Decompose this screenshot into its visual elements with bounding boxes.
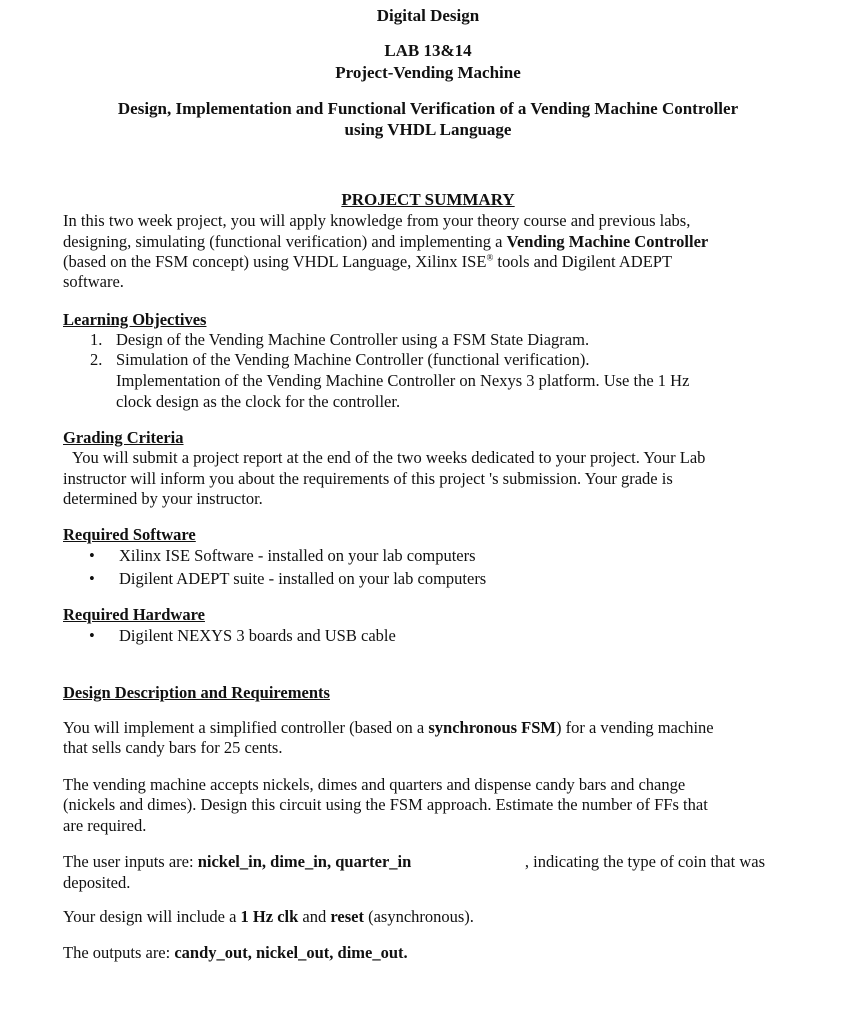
design-p3-row (63, 852, 765, 873)
design-p1-line1 (63, 718, 714, 739)
summary-line2-bold: Vending Machine Controller (506, 232, 709, 251)
design-p2-line3: are required. (63, 816, 147, 835)
design-p3-tail: , indicating the type of coin that was (524, 852, 765, 871)
bullet-icon: • (89, 626, 95, 645)
summary-line2-text: designing, simulating (functional verification) and implementing a (63, 232, 507, 251)
design-p5-bold: candy_out, nickel_out, dime_out. (174, 943, 408, 962)
design-p1-bold: synchronous FSM (428, 718, 556, 737)
design-p5-text: The outputs are: (63, 943, 175, 962)
hardware-item-1 (89, 626, 396, 647)
design-p3-line2: deposited. (63, 873, 131, 892)
design-p4-text: Your design will include a (63, 907, 241, 926)
design-p4-and: and (298, 907, 331, 926)
software-text-1: Xilinx ISE Software - installed on your lab computers (119, 546, 476, 565)
design-p3-line1 (63, 852, 765, 873)
software-item-1 (89, 546, 476, 567)
summary-line2 (63, 232, 708, 253)
summary-line3 (63, 252, 672, 273)
lab-number: LAB 13&14 (384, 41, 472, 60)
grading-line1: You will submit a project report at the end of the two weeks dedicated to your project. Your Lab (72, 448, 706, 467)
software-text-2: Digilent ADEPT suite - installed on your lab computers (119, 569, 487, 588)
objective-text-2: Simulation of the Vending Machine Controller (functional verification). (116, 350, 590, 369)
objective-text-3b: clock design as the clock for the controller. (116, 392, 401, 411)
design-p4-reset: reset (330, 907, 364, 926)
bullet-icon: • (89, 546, 95, 565)
design-p1-tail: ) for a vending machine (556, 718, 714, 737)
document-title-line2: using VHDL Language (344, 120, 512, 139)
design-p3-group (63, 852, 411, 873)
design-heading: Design Description and Requirements (63, 683, 330, 702)
objective-number-1: 1. (90, 330, 103, 349)
document-title-line1: Design, Implementation and Functional Verification of a Vending Machine Controller (117, 99, 739, 118)
objective-text-3a: Implementation of the Vending Machine Controller on Nexys 3 platform. Use the 1 Hz (116, 371, 690, 390)
summary-line3-text: (based on the FSM concept) using VHDL Language, Xilinx ISE (63, 252, 487, 271)
grading-line3: determined by your instructor. (63, 489, 263, 508)
objectives-heading: Learning Objectives (63, 310, 207, 329)
design-p1-text: You will implement a simplified controller (based on a (63, 718, 429, 737)
project-name: Project-Vending Machine (335, 63, 521, 82)
registered-mark: ® (486, 252, 494, 263)
design-p1-line2: that sells candy bars for 25 cents. (63, 738, 283, 757)
summary-heading: PROJECT SUMMARY (341, 190, 515, 209)
design-p4 (63, 907, 474, 928)
design-p4-clk: 1 Hz clk (240, 907, 299, 926)
objective-text-1: Design of the Vending Machine Controller using a FSM State Diagram. (116, 330, 590, 349)
summary-line3-tail: tools and Digilent ADEPT (493, 252, 673, 271)
grading-line2: instructor will inform you about the requirements of this project 's submission. Your grade is (63, 469, 673, 488)
summary-line4: software. (63, 272, 124, 291)
objective-item-2 (90, 350, 590, 371)
grading-heading: Grading Criteria (63, 428, 184, 447)
hardware-text-1: Digilent NEXYS 3 boards and USB cable (119, 626, 396, 645)
objective-item-1 (90, 330, 589, 351)
design-p2-line1: The vending machine accepts nickels, dimes and quarters and dispense candy bars and change (63, 775, 686, 794)
software-heading: Required Software (63, 525, 196, 544)
hardware-heading: Required Hardware (63, 605, 205, 624)
design-p3-text: The user inputs are: (63, 852, 198, 871)
design-p5 (63, 943, 408, 964)
software-item-2 (89, 569, 486, 590)
course-title: Digital Design (376, 6, 480, 25)
design-p2-line2: (nickels and dimes). Design this circuit using the FSM approach. Estimate the number of FFs that (63, 795, 708, 814)
objective-number-2: 2. (90, 350, 103, 369)
bullet-icon: • (89, 569, 95, 588)
design-p4-tail: (asynchronous). (363, 907, 474, 926)
design-p3-bold: nickel_in, dime_in, quarter_in (197, 852, 412, 871)
summary-line1: In this two week project, you will apply knowledge from your theory course and previous labs, (63, 211, 691, 230)
